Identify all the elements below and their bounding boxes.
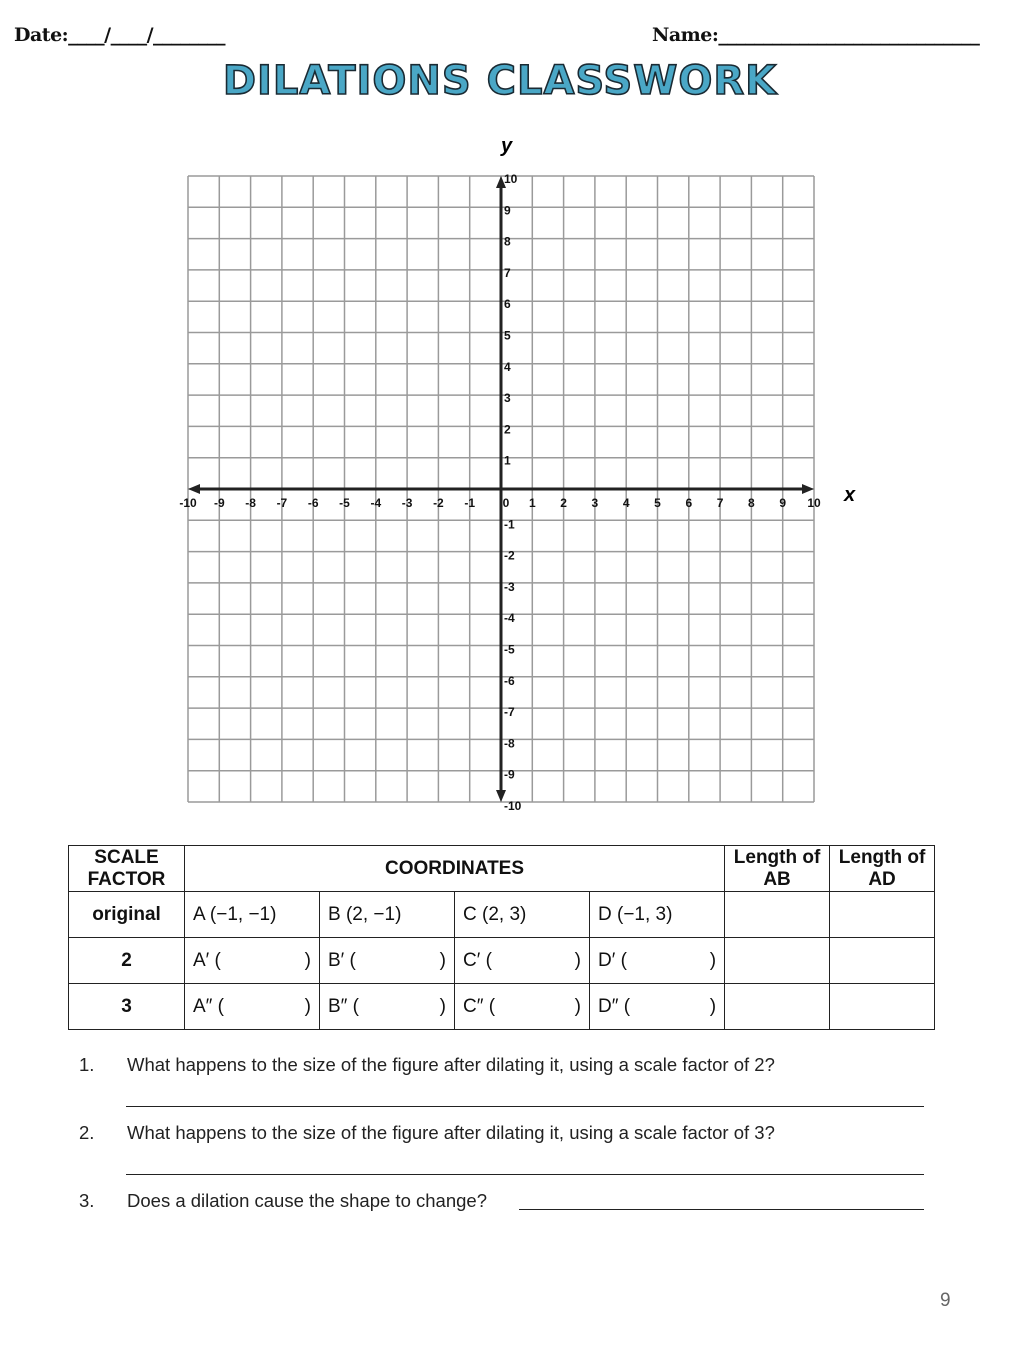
y-tick-label: -2: [504, 548, 515, 563]
y-tick-label: -4: [504, 611, 515, 626]
coord-cell-a[interactable]: A″ ( ): [185, 984, 320, 1030]
x-tick-label: 0: [502, 496, 510, 510]
length-ab-cell[interactable]: [725, 984, 830, 1030]
question-number: 3.: [79, 1190, 95, 1211]
table-row: [69, 892, 935, 938]
y-tick-label: -1: [504, 517, 515, 532]
y-tick-label: 2: [504, 422, 511, 437]
x-tick-label: -2: [433, 496, 444, 510]
x-tick-label: 6: [685, 496, 693, 510]
answer-line-3[interactable]: [519, 1209, 924, 1210]
coordinates-header: COORDINATES: [185, 846, 725, 892]
coord-cell-a[interactable]: A′ ( ): [185, 938, 320, 984]
y-tick-label: 7: [504, 265, 511, 280]
x-tick-label: 1: [528, 496, 536, 510]
y-tick-label: 6: [504, 297, 511, 312]
coord-cell-d[interactable]: D′ ( ): [590, 938, 725, 984]
y-tick-label: -3: [504, 579, 515, 594]
question-number: 1.: [79, 1054, 95, 1075]
x-tick-label: 8: [748, 496, 755, 510]
length-ad-cell[interactable]: [830, 892, 935, 938]
coord-cell-d[interactable]: D″ ( ): [590, 984, 725, 1030]
x-tick-label: -9: [213, 496, 225, 510]
x-tick-label: 3: [591, 496, 599, 510]
y-tick-label: 3: [504, 391, 511, 406]
x-tick-label: -5: [339, 496, 350, 510]
y-tick-label: -9: [504, 767, 515, 782]
date-field: Date:____/____/________: [14, 24, 226, 46]
y-axis-label: y: [501, 135, 513, 157]
coord-cell-b[interactable]: B′ ( ): [320, 938, 455, 984]
y-tick-label: 9: [504, 203, 511, 218]
answer-line-2[interactable]: [126, 1174, 924, 1175]
y-tick-label: 10: [504, 172, 518, 186]
coord-cell-c[interactable]: C″ ( ): [455, 984, 590, 1030]
x-tick-label: -7: [276, 496, 288, 510]
coord-cell-b[interactable]: B″ ( ): [320, 984, 455, 1030]
x-tick-label: -1: [464, 496, 476, 510]
length-ab-cell[interactable]: [725, 938, 830, 984]
y-tick-label: 8: [504, 234, 511, 249]
question-number: 2.: [79, 1122, 95, 1143]
x-tick-label: 4: [622, 496, 630, 510]
x-axis-arrow-right: [802, 484, 814, 494]
x-tick-label: -6: [307, 496, 319, 510]
x-tick-label: -4: [370, 496, 382, 510]
coordinate-grid: [168, 128, 868, 818]
x-tick-label: -10: [179, 496, 197, 510]
x-tick-label: -8: [245, 496, 256, 510]
length-ab-cell[interactable]: [725, 892, 830, 938]
scale-factor-header: SCALE FACTOR: [69, 846, 185, 892]
coord-cell-c: C (2, 3): [455, 892, 590, 938]
dilation-table: [68, 845, 935, 1030]
coord-cell-c[interactable]: C′ ( ): [455, 938, 590, 984]
table-row: [69, 984, 935, 1030]
table-row: [69, 938, 935, 984]
scale-cell: original: [69, 892, 185, 938]
length-ab-header: Length of AB: [725, 846, 830, 892]
length-ad-cell[interactable]: [830, 984, 935, 1030]
y-tick-label: -7: [504, 705, 515, 720]
page-title: DILATIONS CLASSWORK: [222, 58, 778, 104]
scale-cell: 3: [69, 984, 185, 1030]
y-tick-label: -8: [504, 736, 515, 751]
x-tick-label: 2: [560, 496, 567, 510]
x-tick-label: 10: [807, 496, 821, 510]
coord-cell-d: D (−1, 3): [590, 892, 725, 938]
x-axis-arrow-left: [188, 484, 200, 494]
table-header-row: [69, 846, 935, 892]
x-tick-label: 9: [779, 496, 787, 510]
x-tick-label: -3: [401, 496, 413, 510]
x-axis-label: x: [844, 484, 856, 506]
y-tick-label: 4: [504, 359, 511, 374]
question-text: Does a dilation cause the shape to change?: [127, 1190, 487, 1211]
x-tick-label: 7: [716, 496, 724, 510]
length-ad-header: Length of AD: [830, 846, 935, 892]
y-tick-label: 5: [504, 328, 511, 343]
x-tick-label: 5: [654, 496, 661, 510]
y-tick-label: 1: [504, 453, 511, 468]
y-tick-label: -5: [504, 642, 515, 657]
y-tick-label: -6: [504, 673, 515, 688]
coord-cell-a: A (−1, −1): [185, 892, 320, 938]
scale-cell: 2: [69, 938, 185, 984]
question-text: What happens to the size of the figure after dilating it, using a scale factor of 3?: [127, 1122, 775, 1143]
page-number: 9: [940, 1290, 951, 1311]
length-ad-cell[interactable]: [830, 938, 935, 984]
answer-line-1[interactable]: [126, 1106, 924, 1107]
question-text: What happens to the size of the figure after dilating it, using a scale factor of 2?: [127, 1054, 775, 1075]
y-tick-label: -10: [504, 799, 522, 813]
name-field: Name:_____________________________: [652, 24, 980, 46]
coord-cell-b: B (2, −1): [320, 892, 455, 938]
